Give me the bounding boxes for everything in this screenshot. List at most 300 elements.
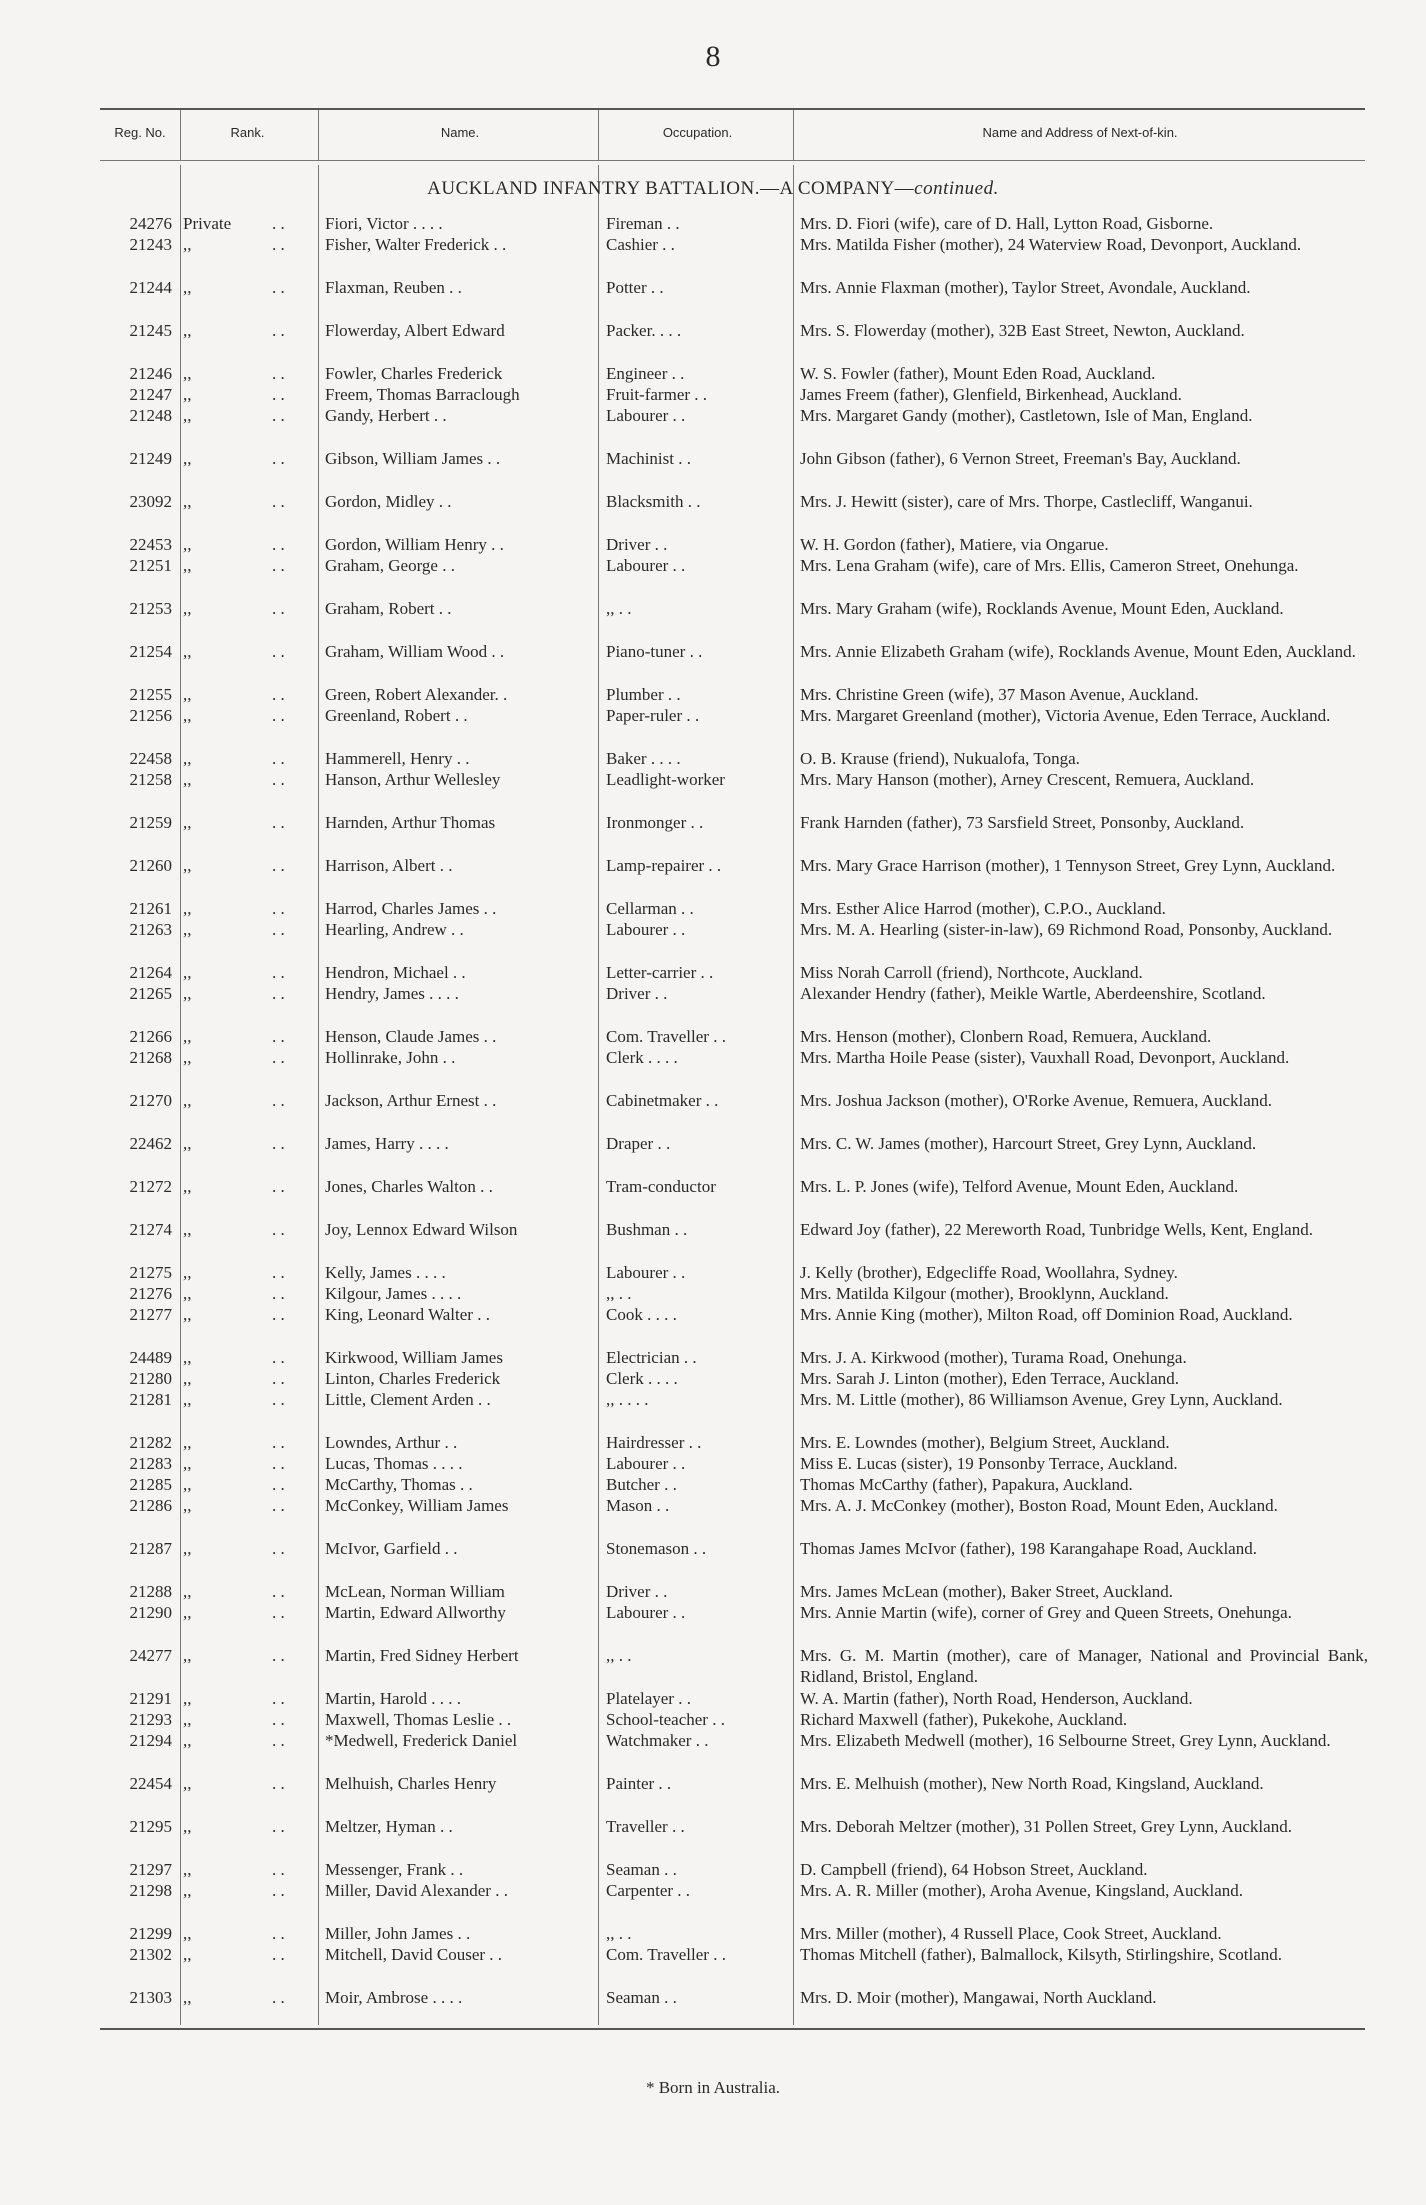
leader-dots: . .: [272, 770, 285, 789]
occupation-cell: Tram-conductor: [606, 1177, 716, 1196]
name-cell: Hammerell, Henry . .: [325, 749, 470, 768]
reg-no-cell: 21277: [129, 1305, 172, 1324]
header-next-of-kin: Name and Address of Next-of-kin.: [982, 125, 1178, 140]
rank-cell: ,,: [183, 1924, 192, 1943]
rank-cell: ,,: [183, 1881, 192, 1900]
rank-cell: ,,: [183, 1263, 192, 1282]
reg-no-cell: 21248: [129, 406, 172, 425]
reg-no-cell: 21299: [129, 1924, 172, 1943]
leader-dots: . .: [272, 1284, 285, 1303]
next-of-kin-cell: Mrs. Elizabeth Medwell (mother), 16 Selbourne Street, Grey Lynn, Auckland.: [800, 1731, 1331, 1750]
next-of-kin-cell: Thomas James McIvor (father), 198 Karangahape Road, Auckland.: [800, 1539, 1257, 1558]
rank-cell: ,,: [183, 321, 192, 340]
rank-cell: ,,: [183, 1603, 192, 1622]
rank-cell: ,,: [183, 1284, 192, 1303]
rank-cell: ,,: [183, 278, 192, 297]
rank-cell: ,,: [183, 1348, 192, 1367]
occupation-cell: Carpenter . .: [606, 1881, 691, 1900]
leader-dots: . .: [272, 1263, 285, 1282]
next-of-kin-cell: Mrs. Matilda Kilgour (mother), Brooklynn, Auckland.: [800, 1284, 1169, 1303]
next-of-kin-cell: Alexander Hendry (father), Meikle Wartle, Aberdeenshire, Scotland.: [800, 984, 1266, 1003]
header-top-rule: [100, 108, 1365, 110]
next-of-kin-cell: Mrs. M. A. Hearling (sister-in-law), 69 Richmond Road, Ponsonby, Auckland.: [800, 920, 1333, 939]
name-cell: Joy, Lennox Edward Wilson: [325, 1220, 518, 1239]
leader-dots: . .: [272, 321, 285, 340]
name-cell: Hearling, Andrew . .: [325, 920, 464, 939]
reg-no-cell: 21303: [129, 1988, 172, 2007]
occupation-cell: Letter-carrier . .: [606, 963, 714, 982]
rank-cell: ,,: [183, 1475, 192, 1494]
column-divider: [793, 165, 794, 2025]
next-of-kin-cell: Mrs. S. Flowerday (mother), 32B East Street, Newton, Auckland.: [800, 321, 1245, 340]
occupation-cell: Labourer . .: [606, 920, 686, 939]
name-cell: Hendry, James . . . .: [325, 984, 459, 1003]
leader-dots: . .: [272, 1496, 285, 1515]
next-of-kin-cell: W. H. Gordon (father), Matiere, via Ongarue.: [800, 535, 1109, 554]
reg-no-cell: 21297: [129, 1860, 172, 1879]
reg-no-cell: 24276: [129, 214, 172, 233]
occupation-cell: Draper . .: [606, 1134, 671, 1153]
leader-dots: . .: [272, 492, 285, 511]
name-cell: McConkey, William James: [325, 1496, 509, 1515]
occupation-cell: Clerk . . . .: [606, 1369, 678, 1388]
reg-no-cell: 21264: [129, 963, 172, 982]
occupation-cell: ,, . .: [606, 1284, 632, 1303]
rank-cell: ,,: [183, 1454, 192, 1473]
reg-no-cell: 21247: [129, 385, 172, 404]
rank-cell: ,,: [183, 1860, 192, 1879]
leader-dots: . .: [272, 1774, 285, 1793]
occupation-cell: Painter . .: [606, 1774, 672, 1793]
reg-no-cell: 21282: [129, 1433, 172, 1452]
rank-cell: ,,: [183, 899, 192, 918]
reg-no-cell: 21260: [129, 856, 172, 875]
rank-cell: ,,: [183, 1582, 192, 1601]
leader-dots: . .: [272, 1731, 285, 1750]
occupation-cell: Fruit-farmer . .: [606, 385, 708, 404]
name-cell: Harnden, Arthur Thomas: [325, 813, 496, 832]
occupation-cell: Bushman . .: [606, 1220, 688, 1239]
reg-no-cell: 21249: [129, 449, 172, 468]
reg-no-cell: 22458: [129, 749, 172, 768]
name-cell: Gibson, William James . .: [325, 449, 501, 468]
reg-no-cell: 21285: [129, 1475, 172, 1494]
rank-cell: ,,: [183, 685, 192, 704]
next-of-kin-cell: Mrs. Annie Elizabeth Graham (wife), Rocklands Avenue, Mount Eden, Auckland.: [800, 642, 1356, 661]
section-title: AUCKLAND INFANTRY BATTALION.—A COMPANY—continued.: [427, 178, 999, 199]
occupation-cell: Clerk . . . .: [606, 1048, 678, 1067]
name-cell: Kelly, James . . . .: [325, 1263, 446, 1282]
next-of-kin-cell: Thomas McCarthy (father), Papakura, Auckland.: [800, 1475, 1133, 1494]
rank-cell: ,,: [183, 385, 192, 404]
header-bottom-rule: [100, 160, 1365, 161]
column-divider: [598, 165, 599, 2025]
reg-no-cell: 21275: [129, 1263, 172, 1282]
leader-dots: . .: [272, 899, 285, 918]
name-cell: Harrod, Charles James . .: [325, 899, 497, 918]
leader-dots: . .: [272, 214, 285, 233]
occupation-cell: Driver . .: [606, 535, 668, 554]
name-cell: Miller, David Alexander . .: [325, 1881, 508, 1900]
leader-dots: . .: [272, 1048, 285, 1067]
reg-no-cell: 21276: [129, 1284, 172, 1303]
name-cell: Graham, George . .: [325, 556, 455, 575]
reg-no-cell: 24277: [129, 1646, 172, 1665]
next-of-kin-cell: Mrs. E. Lowndes (mother), Belgium Street, Auckland.: [800, 1433, 1170, 1452]
reg-no-cell: 21255: [129, 685, 172, 704]
next-of-kin-cell: Mrs. Martha Hoile Pease (sister), Vauxhall Road, Devonport, Auckland.: [800, 1048, 1290, 1067]
name-cell: Greenland, Robert . .: [325, 706, 468, 725]
leader-dots: . .: [272, 1817, 285, 1836]
leader-dots: . .: [272, 1860, 285, 1879]
rank-cell: ,,: [183, 535, 192, 554]
name-cell: Martin, Harold . . . .: [325, 1689, 461, 1708]
name-cell: Flowerday, Albert Edward: [325, 321, 505, 340]
name-cell: Freem, Thomas Barraclough: [325, 385, 520, 404]
occupation-cell: ,, . . . .: [606, 1390, 649, 1409]
leader-dots: . .: [272, 449, 285, 468]
rank-cell: ,,: [183, 1091, 192, 1110]
rank-cell: ,,: [183, 1988, 192, 2007]
rank-cell: ,,: [183, 235, 192, 254]
occupation-cell: Cashier . .: [606, 235, 675, 254]
rank-cell: ,,: [183, 1369, 192, 1388]
name-cell: McIvor, Garfield . .: [325, 1539, 458, 1558]
leader-dots: . .: [272, 1475, 285, 1494]
next-of-kin-cell: Mrs. Joshua Jackson (mother), O'Rorke Avenue, Remuera, Auckland.: [800, 1091, 1273, 1110]
name-cell: Jackson, Arthur Ernest . .: [325, 1091, 497, 1110]
name-cell: Gordon, William Henry . .: [325, 535, 504, 554]
leader-dots: . .: [272, 1924, 285, 1943]
header-reg-no: Reg. No.: [114, 125, 166, 140]
leader-dots: . .: [272, 963, 285, 982]
name-cell: *Medwell, Frederick Daniel: [325, 1731, 518, 1750]
name-cell: Jones, Charles Walton . .: [325, 1177, 493, 1196]
leader-dots: . .: [272, 385, 285, 404]
leader-dots: . .: [272, 920, 285, 939]
occupation-cell: Seaman . .: [606, 1860, 677, 1879]
header-rank: Rank.: [230, 125, 265, 140]
rank-cell: ,,: [183, 1220, 192, 1239]
occupation-cell: Labourer . .: [606, 1263, 686, 1282]
next-of-kin-cell: Mrs. Lena Graham (wife), care of Mrs. Ellis, Cameron Street, Onehunga.: [800, 556, 1299, 575]
next-of-kin-cell: James Freem (father), Glenfield, Birkenhead, Auckland.: [800, 385, 1182, 404]
name-cell: Graham, William Wood . .: [325, 642, 505, 661]
rank-cell: ,,: [183, 1496, 192, 1515]
reg-no-cell: 21290: [129, 1603, 172, 1622]
rank-cell: ,,: [183, 1817, 192, 1836]
next-of-kin-cell: Mrs. Mary Graham (wife), Rocklands Avenue, Mount Eden, Auckland.: [800, 599, 1284, 618]
reg-no-cell: 21295: [129, 1817, 172, 1836]
occupation-cell: Labourer . .: [606, 1454, 686, 1473]
occupation-cell: Piano-tuner . .: [606, 642, 703, 661]
next-of-kin-cell: W. A. Martin (father), North Road, Henderson, Auckland.: [800, 1689, 1193, 1708]
next-of-kin-cell: Mrs. James McLean (mother), Baker Street, Auckland.: [800, 1582, 1173, 1601]
leader-dots: . .: [272, 1390, 285, 1409]
occupation-cell: Plumber . .: [606, 685, 681, 704]
leader-dots: . .: [272, 1603, 285, 1622]
next-of-kin-cell: Mrs. J. Hewitt (sister), care of Mrs. Thorpe, Castlecliff, Wanganui.: [800, 492, 1253, 511]
reg-no-cell: 21283: [129, 1454, 172, 1473]
occupation-cell: Hairdresser . .: [606, 1433, 702, 1452]
leader-dots: . .: [272, 1454, 285, 1473]
occupation-cell: Butcher . .: [606, 1475, 677, 1494]
reg-no-cell: 22453: [129, 535, 172, 554]
reg-no-cell: 21286: [129, 1496, 172, 1515]
reg-no-cell: 21263: [129, 920, 172, 939]
next-of-kin-cell: Mrs. Margaret Greenland (mother), Victoria Avenue, Eden Terrace, Auckland.: [800, 706, 1331, 725]
reg-no-cell: 21265: [129, 984, 172, 1003]
next-of-kin-cell: Mrs. Miller (mother), 4 Russell Place, Cook Street, Auckland.: [800, 1924, 1222, 1943]
header-divider: [793, 110, 794, 160]
leader-dots: . .: [272, 1646, 285, 1665]
leader-dots: . .: [272, 1220, 285, 1239]
rank-cell: ,,: [183, 1134, 192, 1153]
name-cell: Meltzer, Hyman . .: [325, 1817, 453, 1836]
rank-cell: ,,: [183, 1177, 192, 1196]
leader-dots: . .: [272, 642, 285, 661]
name-cell: Lowndes, Arthur . .: [325, 1433, 458, 1452]
leader-dots: . .: [272, 984, 285, 1003]
bottom-rule: [100, 2028, 1365, 2030]
rank-cell: ,,: [183, 406, 192, 425]
reg-no-cell: 22462: [129, 1134, 172, 1153]
occupation-cell: Cook . . . .: [606, 1305, 677, 1324]
next-of-kin-cell: Mrs. Annie Flaxman (mother), Taylor Street, Avondale, Auckland.: [800, 278, 1251, 297]
occupation-cell: Labourer . .: [606, 1603, 686, 1622]
rank-cell: ,,: [183, 1774, 192, 1793]
occupation-cell: Cellarman . .: [606, 899, 694, 918]
rank-cell: ,,: [183, 642, 192, 661]
occupation-cell: Stonemason . .: [606, 1539, 707, 1558]
leader-dots: . .: [272, 813, 285, 832]
next-of-kin-cell: Mrs. Christine Green (wife), 37 Mason Avenue, Auckland.: [800, 685, 1199, 704]
reg-no-cell: 21287: [129, 1539, 172, 1558]
occupation-cell: Leadlight-worker: [606, 770, 725, 789]
rank-cell: ,,: [183, 920, 192, 939]
reg-no-cell: 21259: [129, 813, 172, 832]
rank-cell: ,,: [183, 749, 192, 768]
leader-dots: . .: [272, 599, 285, 618]
name-cell: James, Harry . . . .: [325, 1134, 449, 1153]
next-of-kin-cell: Miss Norah Carroll (friend), Northcote, Auckland.: [800, 963, 1143, 982]
reg-no-cell: 21266: [129, 1027, 172, 1046]
rank-cell: ,,: [183, 1305, 192, 1324]
rank-cell: ,,: [183, 1646, 192, 1665]
leader-dots: . .: [272, 1689, 285, 1708]
reg-no-cell: 21256: [129, 706, 172, 725]
leader-dots: . .: [272, 364, 285, 383]
leader-dots: . .: [272, 235, 285, 254]
occupation-cell: Com. Traveller . .: [606, 1945, 726, 1964]
name-cell: Hendron, Michael . .: [325, 963, 466, 982]
header-divider: [318, 110, 319, 160]
rank-cell: ,,: [183, 770, 192, 789]
next-of-kin-cell: Mrs. Henson (mother), Clonbern Road, Remuera, Auckland.: [800, 1027, 1212, 1046]
next-of-kin-cell: Mrs. Mary Grace Harrison (mother), 1 Tennyson Street, Grey Lynn, Auckland.: [800, 856, 1336, 875]
next-of-kin-cell: O. B. Krause (friend), Nukualofa, Tonga.: [800, 749, 1080, 768]
name-cell: McCarthy, Thomas . .: [325, 1475, 473, 1494]
header-name: Name.: [440, 125, 480, 140]
occupation-cell: Mason . .: [606, 1496, 670, 1515]
rank-cell: ,,: [183, 556, 192, 575]
occupation-cell: Potter . .: [606, 278, 664, 297]
rank-cell: ,,: [183, 1027, 192, 1046]
next-of-kin-cell: Mrs. E. Melhuish (mother), New North Road, Kingsland, Auckland.: [800, 1774, 1264, 1793]
occupation-cell: School-teacher . .: [606, 1710, 725, 1729]
occupation-cell: Traveller . .: [606, 1817, 685, 1836]
leader-dots: . .: [272, 1134, 285, 1153]
name-cell: Hanson, Arthur Wellesley: [325, 770, 501, 789]
reg-no-cell: 21253: [129, 599, 172, 618]
name-cell: Harrison, Albert . .: [325, 856, 453, 875]
occupation-cell: Labourer . .: [606, 556, 686, 575]
next-of-kin-cell: Mrs. L. P. Jones (wife), Telford Avenue, Mount Eden, Auckland.: [800, 1177, 1239, 1196]
reg-no-cell: 21291: [129, 1689, 172, 1708]
occupation-cell: Seaman . .: [606, 1988, 677, 2007]
leader-dots: . .: [272, 749, 285, 768]
name-cell: Flaxman, Reuben . .: [325, 278, 462, 297]
occupation-cell: Cabinetmaker . .: [606, 1091, 719, 1110]
reg-no-cell: 22454: [129, 1774, 172, 1793]
leader-dots: . .: [272, 1091, 285, 1110]
name-cell: Fisher, Walter Frederick . .: [325, 235, 507, 254]
name-cell: Lucas, Thomas . . . .: [325, 1454, 463, 1473]
next-of-kin-cell: Mrs. C. W. James (mother), Harcourt Street, Grey Lynn, Auckland.: [800, 1134, 1257, 1153]
next-of-kin-cell: Mrs. D. Moir (mother), Mangawai, North Auckland.: [800, 1988, 1157, 2007]
next-of-kin-cell: Mrs. Sarah J. Linton (mother), Eden Terrace, Auckland.: [800, 1369, 1179, 1388]
next-of-kin-cell: Mrs. Esther Alice Harrod (mother), C.P.O., Auckland.: [800, 899, 1166, 918]
name-cell: Gandy, Herbert . .: [325, 406, 447, 425]
name-cell: Fowler, Charles Frederick: [325, 364, 503, 383]
reg-no-cell: 21258: [129, 770, 172, 789]
reg-no-cell: 21298: [129, 1881, 172, 1900]
header-divider: [180, 110, 181, 160]
leader-dots: . .: [272, 1348, 285, 1367]
reg-no-cell: 21280: [129, 1369, 172, 1388]
next-of-kin-cell: Edward Joy (father), 22 Mereworth Road, Tunbridge Wells, Kent, England.: [800, 1220, 1313, 1239]
occupation-cell: Labourer . .: [606, 406, 686, 425]
occupation-cell: Electrician . .: [606, 1348, 697, 1367]
reg-no-cell: 21274: [129, 1220, 172, 1239]
rank-cell: ,,: [183, 813, 192, 832]
next-of-kin-cell: Mrs. Mary Hanson (mother), Arney Crescent, Remuera, Auckland.: [800, 770, 1255, 789]
name-cell: King, Leonard Walter . .: [325, 1305, 490, 1324]
reg-no-cell: 21288: [129, 1582, 172, 1601]
occupation-cell: Baker . . . .: [606, 749, 681, 768]
reg-no-cell: 21268: [129, 1048, 172, 1067]
reg-no-cell: 21294: [129, 1731, 172, 1750]
column-divider: [318, 165, 319, 2025]
name-cell: Green, Robert Alexander. .: [325, 685, 508, 704]
occupation-cell: Packer. . . .: [606, 321, 682, 340]
name-cell: Gordon, Midley . .: [325, 492, 452, 511]
reg-no-cell: 21281: [129, 1390, 172, 1409]
reg-no-cell: 23092: [129, 492, 172, 511]
reg-no-cell: 24489: [129, 1348, 172, 1367]
leader-dots: . .: [272, 1710, 285, 1729]
rank-cell: ,,: [183, 1731, 192, 1750]
next-of-kin-cell: J. Kelly (brother), Edgecliffe Road, Woollahra, Sydney.: [800, 1263, 1178, 1282]
name-cell: Hollinrake, John . .: [325, 1048, 456, 1067]
next-of-kin-cell: W. S. Fowler (father), Mount Eden Road, Auckland.: [800, 364, 1156, 383]
leader-dots: . .: [272, 1539, 285, 1558]
page-number: 8: [705, 40, 721, 73]
name-cell: Mitchell, David Couser . .: [325, 1945, 503, 1964]
occupation-cell: ,, . .: [606, 599, 632, 618]
name-cell: Moir, Ambrose . . . .: [325, 1988, 463, 2007]
next-of-kin-cell: Frank Harnden (father), 73 Sarsfield Street, Ponsonby, Auckland.: [800, 813, 1245, 832]
reg-no-cell: 21245: [129, 321, 172, 340]
rank-cell: ,,: [183, 1945, 192, 1964]
rank-cell: Private: [183, 214, 232, 233]
rank-cell: ,,: [183, 1390, 192, 1409]
name-cell: Kilgour, James . . . .: [325, 1284, 462, 1303]
name-cell: Melhuish, Charles Henry: [325, 1774, 497, 1793]
next-of-kin-cell: John Gibson (father), 6 Vernon Street, Freeman's Bay, Auckland.: [800, 449, 1241, 468]
next-of-kin-cell: Mrs. J. A. Kirkwood (mother), Turama Road, Onehunga.: [800, 1348, 1187, 1367]
name-cell: Fiori, Victor . . . .: [325, 214, 443, 233]
occupation-cell: Fireman . .: [606, 214, 680, 233]
next-of-kin-cell: Mrs. Margaret Gandy (mother), Castletown, Isle of Man, England.: [800, 406, 1253, 425]
reg-no-cell: 21246: [129, 364, 172, 383]
column-divider: [180, 165, 181, 2025]
next-of-kin-cell: Miss E. Lucas (sister), 19 Ponsonby Terrace, Auckland.: [800, 1454, 1178, 1473]
next-of-kin-cell: Mrs. Annie King (mother), Milton Road, off Dominion Road, Auckland.: [800, 1305, 1293, 1324]
reg-no-cell: 21270: [129, 1091, 172, 1110]
occupation-cell: ,, . .: [606, 1646, 632, 1665]
rank-cell: ,,: [183, 963, 192, 982]
rank-cell: ,,: [183, 492, 192, 511]
next-of-kin-cell: Mrs. Annie Martin (wife), corner of Grey and Queen Streets, Onehunga.: [800, 1603, 1292, 1622]
reg-no-cell: 21251: [129, 556, 172, 575]
leader-dots: . .: [272, 406, 285, 425]
leader-dots: . .: [272, 535, 285, 554]
reg-no-cell: 21254: [129, 642, 172, 661]
name-cell: Maxwell, Thomas Leslie . .: [325, 1710, 512, 1729]
name-cell: Martin, Fred Sidney Herbert: [325, 1646, 519, 1665]
occupation-cell: Watchmaker . .: [606, 1731, 709, 1750]
reg-no-cell: 21244: [129, 278, 172, 297]
next-of-kin-cell: Mrs. Matilda Fisher (mother), 24 Waterview Road, Devonport, Auckland.: [800, 235, 1302, 254]
occupation-cell: Platelayer . .: [606, 1689, 691, 1708]
occupation-cell: Ironmonger . .: [606, 813, 704, 832]
occupation-cell: Driver . .: [606, 1582, 668, 1601]
reg-no-cell: 21243: [129, 235, 172, 254]
leader-dots: . .: [272, 1369, 285, 1388]
leader-dots: . .: [272, 856, 285, 875]
rank-cell: ,,: [183, 1689, 192, 1708]
rank-cell: ,,: [183, 706, 192, 725]
name-cell: Little, Clement Arden . .: [325, 1390, 491, 1409]
next-of-kin-cell: Mrs. G. M. Martin (mother), care of Manager, National and Provincial Bank, Ridland, Bristol, England.: [800, 1646, 1368, 1686]
rank-cell: ,,: [183, 856, 192, 875]
occupation-cell: Lamp-repairer . .: [606, 856, 722, 875]
rank-cell: ,,: [183, 984, 192, 1003]
leader-dots: . .: [272, 1305, 285, 1324]
occupation-cell: Com. Traveller . .: [606, 1027, 726, 1046]
leader-dots: . .: [272, 278, 285, 297]
reg-no-cell: 21293: [129, 1710, 172, 1729]
header-divider: [598, 110, 599, 160]
leader-dots: . .: [272, 1027, 285, 1046]
rank-cell: ,,: [183, 1048, 192, 1067]
leader-dots: . .: [272, 1988, 285, 2007]
leader-dots: . .: [272, 1945, 285, 1964]
next-of-kin-cell: Mrs. D. Fiori (wife), care of D. Hall, Lytton Road, Gisborne.: [800, 214, 1214, 233]
rank-cell: ,,: [183, 1433, 192, 1452]
leader-dots: . .: [272, 685, 285, 704]
